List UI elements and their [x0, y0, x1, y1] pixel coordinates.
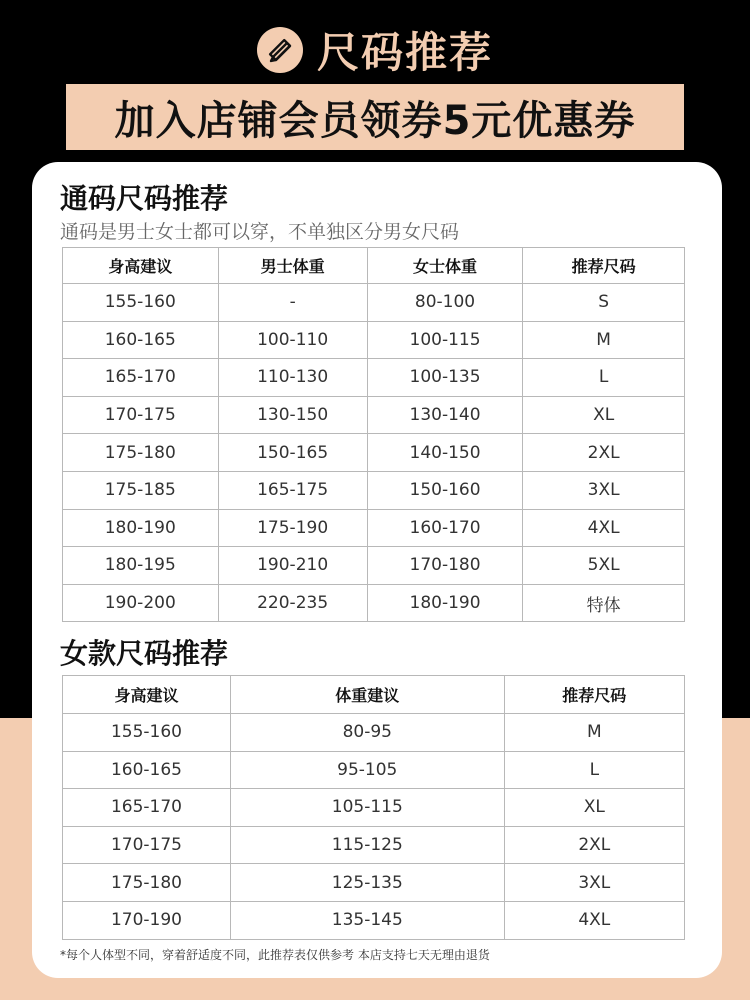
table-cell: 165-170	[63, 359, 219, 397]
column-header: 推荐尺码	[504, 676, 684, 714]
table-row	[63, 789, 685, 827]
column-header: 身高建议	[63, 248, 219, 284]
table-cell: 特体	[523, 584, 685, 622]
unisex-size-table	[62, 247, 685, 622]
table-cell: 170-175	[63, 396, 219, 434]
table-header-row	[63, 676, 685, 714]
table-cell: 105-115	[230, 789, 504, 827]
table-cell: 100-110	[218, 321, 367, 359]
table-cell: 150-165	[218, 434, 367, 472]
table-cell: 2XL	[523, 434, 685, 472]
table-row	[63, 284, 685, 322]
table-row	[63, 751, 685, 789]
table-cell: 175-190	[218, 509, 367, 547]
table-row	[63, 321, 685, 359]
table-cell: 175-185	[63, 471, 219, 509]
table-cell: 175-180	[63, 434, 219, 472]
table-cell: 3XL	[504, 864, 684, 902]
table-cell: XL	[504, 789, 684, 827]
table-row	[63, 901, 685, 939]
table-cell: 170-175	[63, 826, 231, 864]
table-cell: 115-125	[230, 826, 504, 864]
table-cell: 80-95	[230, 714, 504, 752]
table-row	[63, 396, 685, 434]
table-row	[63, 826, 685, 864]
womens-section-title: 女款尺码推荐	[60, 637, 229, 670]
table-cell: 140-150	[367, 434, 523, 472]
table-cell: 170-180	[367, 547, 523, 585]
table-cell: L	[504, 751, 684, 789]
table-cell: 180-190	[367, 584, 523, 622]
column-header: 身高建议	[63, 676, 231, 714]
table-cell: 190-200	[63, 584, 219, 622]
table-cell: L	[523, 359, 685, 397]
table-cell: 150-160	[367, 471, 523, 509]
table-row	[63, 547, 685, 585]
table-cell: M	[523, 321, 685, 359]
coupon-banner: 加入店铺会员领券5元优惠券	[66, 84, 684, 150]
table-cell: 220-235	[218, 584, 367, 622]
table-cell: 130-140	[367, 396, 523, 434]
table-cell: 3XL	[523, 471, 685, 509]
table-row	[63, 509, 685, 547]
table-cell: S	[523, 284, 685, 322]
table-cell: 160-165	[63, 751, 231, 789]
table-cell: 100-115	[367, 321, 523, 359]
table-cell: 170-190	[63, 901, 231, 939]
page-title: 尺码推荐	[316, 28, 493, 77]
table-cell: 190-210	[218, 547, 367, 585]
unisex-section-subtitle: 通码是男士女士都可以穿，不单独区分男女尺码	[60, 221, 460, 243]
table-row	[63, 714, 685, 752]
column-header: 男士体重	[218, 248, 367, 284]
column-header: 推荐尺码	[523, 248, 685, 284]
table-row	[63, 434, 685, 472]
table-cell: 110-130	[218, 359, 367, 397]
footer-note: *每个人体型不同，穿着舒适度不同，此推荐表仅供参考 本店支持七天无理由退货	[60, 948, 490, 962]
table-cell: 4XL	[523, 509, 685, 547]
table-row	[63, 864, 685, 902]
table-cell: 160-165	[63, 321, 219, 359]
table-cell: 95-105	[230, 751, 504, 789]
pencil-ruler-icon	[257, 27, 303, 73]
table-row	[63, 359, 685, 397]
table-cell: 4XL	[504, 901, 684, 939]
table-row	[63, 584, 685, 622]
table-cell: 155-160	[63, 714, 231, 752]
table-cell: M	[504, 714, 684, 752]
table-cell: XL	[523, 396, 685, 434]
table-cell: 160-170	[367, 509, 523, 547]
page-header	[0, 18, 750, 82]
table-cell: 100-135	[367, 359, 523, 397]
table-cell: 165-170	[63, 789, 231, 827]
womens-size-table	[62, 675, 685, 940]
table-cell: 165-175	[218, 471, 367, 509]
table-cell: 2XL	[504, 826, 684, 864]
table-cell: 180-195	[63, 547, 219, 585]
table-row	[63, 471, 685, 509]
table-cell: 180-190	[63, 509, 219, 547]
unisex-section-title: 通码尺码推荐	[60, 182, 229, 215]
table-cell: 135-145	[230, 901, 504, 939]
table-cell: 155-160	[63, 284, 219, 322]
table-cell: 175-180	[63, 864, 231, 902]
table-cell: 5XL	[523, 547, 685, 585]
table-cell: 125-135	[230, 864, 504, 902]
table-cell: 80-100	[367, 284, 523, 322]
column-header: 体重建议	[230, 676, 504, 714]
column-header: 女士体重	[367, 248, 523, 284]
table-header-row	[63, 248, 685, 284]
table-cell: 130-150	[218, 396, 367, 434]
table-cell: -	[218, 284, 367, 322]
